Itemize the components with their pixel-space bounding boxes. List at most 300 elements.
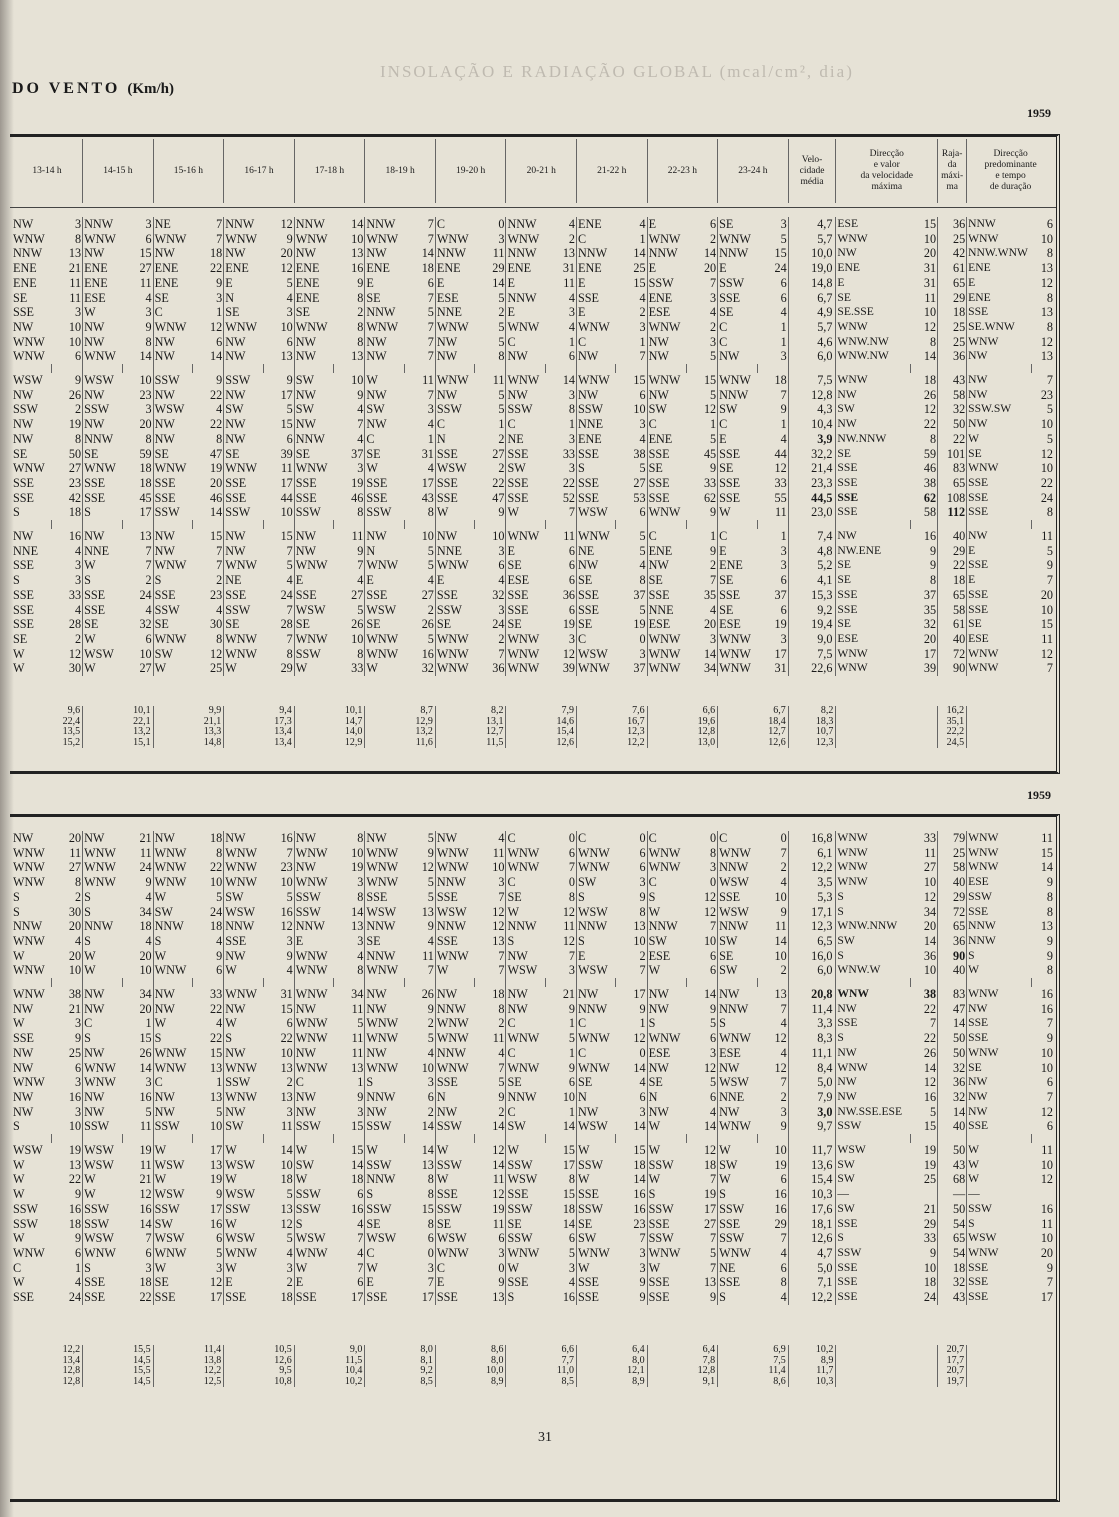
- table-cell: N: [435, 1090, 474, 1105]
- table-row: [12, 1046, 1054, 1061]
- table-cell: NNW: [718, 388, 757, 403]
- table-cell: ENE: [718, 558, 757, 573]
- table-cell: SSE: [647, 447, 686, 462]
- table-cell: W: [577, 1261, 616, 1276]
- table-cell: 18: [139, 1275, 152, 1290]
- table-cell: SE: [718, 461, 757, 476]
- table-cell: NW: [577, 349, 616, 364]
- table-cell: 12: [139, 1187, 152, 1202]
- table-cell: WNW: [506, 860, 545, 875]
- table-cell: 10: [1040, 231, 1053, 246]
- table-cell: WNW: [718, 232, 757, 247]
- table-cell: WSW: [577, 505, 616, 520]
- table-cell: 4: [145, 290, 152, 305]
- table-cell: 18: [703, 1157, 717, 1172]
- table-cell: 12: [703, 904, 717, 919]
- table-cell: 14: [703, 246, 717, 261]
- table-cell: 32: [938, 1275, 967, 1290]
- table-cell: 2: [498, 461, 505, 476]
- table-cell: 13: [1040, 349, 1053, 364]
- table-cell: 3: [74, 573, 82, 588]
- table-cell: 3: [568, 305, 575, 320]
- table-cell: NW: [83, 417, 122, 432]
- table-cell: 12: [923, 889, 937, 904]
- table-row: [12, 890, 1054, 905]
- table-cell: WNW: [365, 632, 404, 647]
- table-cell: [911, 1187, 938, 1202]
- table-row: [12, 461, 1054, 476]
- table-cell: SSW: [718, 1202, 757, 1217]
- table-cell: 37: [633, 661, 646, 676]
- table-cell: 7: [639, 1231, 646, 1246]
- table-cell: SSE: [83, 476, 122, 491]
- table-cell: 6: [145, 631, 152, 646]
- table-cell: WNW: [13, 1075, 45, 1090]
- table-cell: 11: [774, 505, 787, 520]
- table-cell: 13: [280, 349, 293, 364]
- table-cell: ENE: [294, 261, 333, 276]
- table-cell: SSE: [365, 491, 404, 506]
- table-cell: 8: [427, 1172, 434, 1187]
- table-cell: WNW: [294, 232, 333, 247]
- table-cell: 13: [774, 987, 787, 1002]
- table-cell: 9: [930, 558, 937, 573]
- table-cell: 2: [498, 1016, 505, 1031]
- table-cell: SE: [153, 291, 192, 306]
- table-cell: 24: [774, 261, 787, 276]
- table-cell: 9: [780, 904, 787, 919]
- table-cell: E: [577, 305, 616, 320]
- table-cell: 14: [421, 1119, 434, 1134]
- table-cell: SSE: [224, 491, 263, 506]
- table-cell: S: [153, 1031, 192, 1046]
- table-cell: NW: [967, 373, 1031, 388]
- summary-cell: 8,6: [435, 1345, 506, 1356]
- table-cell: WNW.NW: [836, 335, 911, 350]
- table-cell: NW: [153, 529, 192, 544]
- table-cell: S: [153, 573, 192, 588]
- table-cell: 13: [210, 1060, 223, 1075]
- table-cell: NNW: [435, 246, 474, 261]
- summary-cell: 9,1: [647, 1377, 718, 1388]
- table-cell: 31: [280, 987, 293, 1002]
- table-cell: 8: [780, 1275, 787, 1290]
- summary-cell: 12,7: [435, 727, 506, 738]
- table-cell: 10: [139, 646, 152, 661]
- table-cell: SSE: [13, 1031, 35, 1046]
- table-cell: 43: [938, 373, 967, 388]
- table-cell: SSE: [836, 1290, 911, 1305]
- table-cell: 17,6: [788, 1202, 836, 1217]
- table-cell: NW: [13, 387, 34, 402]
- table-cell: 62: [923, 490, 937, 505]
- table-row: [12, 1202, 1054, 1217]
- table-cell: 4: [780, 1016, 787, 1031]
- table-cell: 5: [498, 334, 505, 349]
- table-cell: 7: [145, 543, 152, 558]
- table-cell: NW: [435, 529, 474, 544]
- table-cell: NNW: [506, 919, 545, 934]
- table-cell: SSE: [294, 588, 333, 603]
- table-cell: WSW: [365, 905, 404, 920]
- table-row: [12, 447, 1054, 462]
- table-cell: 12: [774, 1060, 787, 1075]
- table-cell: NW: [506, 987, 545, 1002]
- table-cell: WNW: [83, 875, 122, 890]
- table-cell: 5: [1046, 402, 1053, 417]
- table-cell: 9: [1046, 1260, 1053, 1275]
- summary-cell: 12,9: [294, 738, 365, 749]
- table-cell: SSE: [153, 491, 192, 506]
- summary-cell: 11,6: [365, 738, 436, 749]
- table-cell: WNW: [224, 647, 263, 662]
- summary-cell: 12,3: [577, 727, 648, 738]
- summary-cell: 13,3: [153, 727, 224, 738]
- table-cell: E: [718, 261, 757, 276]
- table-cell: WSW: [718, 875, 757, 890]
- table-cell: SSE: [967, 1261, 1031, 1276]
- table-cell: SE: [365, 934, 404, 949]
- table-cell: 29: [938, 291, 967, 306]
- table-cell: NW: [224, 544, 263, 559]
- table-cell: 4: [568, 290, 575, 305]
- table-cell: 9,0: [788, 632, 836, 647]
- summary-cell: 12,7: [718, 727, 789, 738]
- table-cell: S: [83, 505, 122, 520]
- table-cell: 39: [280, 446, 293, 461]
- summary-cell: 15,4: [506, 727, 577, 738]
- table-cell: S: [83, 890, 122, 905]
- table-cell: S: [83, 573, 122, 588]
- table-cell: 2: [780, 1089, 787, 1104]
- table-cell: SSE: [836, 505, 911, 520]
- table-cell: WNW: [224, 1090, 263, 1105]
- table-cell: 7: [1046, 573, 1053, 588]
- table-cell: 20: [139, 948, 152, 963]
- table-cell: 5: [780, 231, 787, 246]
- table-cell: 36: [938, 1075, 967, 1090]
- table-cell: 15: [923, 217, 937, 231]
- table-cell: 9: [710, 543, 717, 558]
- table-cell: WNW: [647, 860, 686, 875]
- table-cell: SSE: [967, 476, 1031, 491]
- table-cell: 16: [633, 1187, 646, 1202]
- table-cell: W: [153, 1016, 192, 1031]
- table-cell: ENE: [294, 291, 333, 306]
- table-cell: 5,0: [788, 1261, 836, 1276]
- table-cell: 10: [68, 334, 82, 349]
- table-cell: ESE: [836, 217, 911, 232]
- table-cell: WNW: [967, 647, 1031, 662]
- table-cell: S: [365, 1075, 404, 1090]
- table-cell: 17: [633, 987, 646, 1002]
- table-cell: 36: [938, 217, 967, 232]
- table-cell: WNW: [365, 1031, 404, 1046]
- table-cell: WSW: [224, 1187, 263, 1202]
- table-cell: WNW: [506, 632, 545, 647]
- table-cell: NNW: [647, 246, 686, 261]
- summary-cell: 9,0: [294, 1345, 365, 1356]
- summary-cell: 8,2: [435, 706, 506, 717]
- table-cell: 21,4: [788, 461, 836, 476]
- table-row: [12, 1246, 1054, 1261]
- table-cell: 5: [498, 402, 505, 417]
- table-cell: 7: [427, 217, 434, 231]
- table-cell: 65: [938, 919, 967, 934]
- table-cell: 12: [492, 919, 505, 934]
- table-cell: S: [647, 1187, 686, 1202]
- table-cell: 11,4: [788, 1002, 836, 1017]
- table-cell: 16: [139, 1089, 152, 1104]
- table-cell: SW: [836, 934, 911, 949]
- table-cell: NW: [967, 529, 1031, 544]
- table-cell: SSE: [577, 1187, 616, 1202]
- table-cell: 7: [145, 558, 152, 573]
- table-cell: SSE: [967, 558, 1031, 573]
- table-cell: 9: [427, 845, 434, 860]
- table-cell: 11: [351, 1001, 364, 1016]
- table-cell: NW: [647, 1061, 686, 1076]
- table-cell: 20: [68, 919, 82, 934]
- table-cell: 7: [1046, 1089, 1053, 1104]
- table-cell: NW.SSE.ESE: [836, 1105, 911, 1120]
- table-cell: NW: [967, 1090, 1031, 1105]
- table-cell: 20: [280, 246, 293, 261]
- table-cell: ENE: [365, 261, 404, 276]
- table-cell: 30: [68, 661, 82, 676]
- table-cell: E: [224, 276, 263, 291]
- table-cell: NW: [836, 246, 911, 261]
- summary-cell: 11,0: [506, 1366, 577, 1377]
- table-cell: W: [294, 1261, 333, 1276]
- table-cell: 22: [938, 432, 967, 447]
- table-cell: 9: [427, 919, 434, 934]
- table-cell: ESE: [647, 305, 686, 320]
- table-cell: W: [224, 1172, 263, 1187]
- table-cell: 6: [74, 1060, 82, 1075]
- table-cell: SE: [13, 446, 28, 461]
- table-cell: WSW: [83, 1143, 122, 1158]
- table-cell: ENE: [967, 261, 1031, 276]
- table-cell: SW: [836, 1202, 911, 1217]
- table-cell: 13: [351, 349, 364, 364]
- table-cell: SE: [967, 1061, 1031, 1076]
- table-cell: S: [13, 573, 20, 588]
- table-cell: NW: [83, 987, 122, 1002]
- table-cell: NW: [647, 349, 686, 364]
- table-cell: 18: [280, 1290, 293, 1305]
- table-cell: 11: [492, 845, 505, 860]
- table-cell: 18: [351, 1172, 364, 1187]
- table-cell: 15: [633, 1143, 646, 1158]
- summary-cell: 13,4: [62, 1354, 81, 1366]
- table-cell: 13: [210, 1089, 223, 1104]
- table-cell: 4,1: [788, 573, 836, 588]
- table-cell: 4: [639, 217, 646, 231]
- table-cell: WNW: [294, 1061, 333, 1076]
- table-cell: WSW: [577, 905, 616, 920]
- summary-cell: 10,0: [435, 1366, 506, 1377]
- table-cell: SE: [506, 890, 545, 905]
- table-cell: NW: [647, 1105, 686, 1120]
- table-cell: 34: [139, 987, 152, 1002]
- table-cell: SW: [506, 461, 545, 476]
- table-cell: WNW: [153, 558, 192, 573]
- table-cell: 11: [492, 246, 505, 261]
- summary-cell: 10,2: [294, 1377, 365, 1388]
- table-row: [12, 1119, 1054, 1134]
- table-cell: WNW: [153, 1046, 192, 1061]
- table-cell: 9: [145, 319, 152, 334]
- table-cell: NW: [365, 417, 404, 432]
- table-cell: NW: [365, 529, 404, 544]
- table-cell: 18,1: [788, 1217, 836, 1232]
- table-cell: W: [718, 505, 757, 520]
- table-cell: SSE: [836, 1217, 911, 1232]
- summary-cell: [836, 1345, 938, 1356]
- table-cell: 47: [492, 490, 505, 505]
- table-cell: 5: [286, 402, 293, 417]
- table-cell: 46: [351, 490, 364, 505]
- table-cell: NNW: [294, 432, 333, 447]
- table-cell: 31: [562, 261, 575, 276]
- table-cell: 16: [351, 1201, 364, 1216]
- table-cell: 54: [938, 1246, 967, 1261]
- table-cell: 8: [930, 573, 937, 588]
- table-cell: SSW: [435, 402, 474, 417]
- table-cell: WNW: [365, 860, 404, 875]
- table-cell: SW: [836, 402, 911, 417]
- table-cell: NW: [294, 349, 333, 364]
- table-cell: SSW: [294, 1119, 333, 1134]
- table-cell: SE: [836, 617, 911, 632]
- table-cell: 3: [216, 1260, 223, 1275]
- table-cell: NW: [365, 349, 404, 364]
- table-cell: NW: [836, 1090, 911, 1105]
- header-hour-23: 23-24 h: [718, 139, 789, 203]
- table-cell: SSE: [83, 588, 122, 603]
- table-cell: SSW: [647, 276, 686, 291]
- table-cell: 15: [210, 529, 223, 544]
- table-cell: 6: [568, 1075, 575, 1090]
- summary-cell: 14,5: [83, 1356, 154, 1367]
- table-cell: 39: [923, 661, 937, 676]
- table-cell: WNW: [577, 1031, 616, 1046]
- table-cell: WNW: [836, 875, 911, 890]
- table-cell: NW: [967, 349, 1031, 364]
- table-cell: 24: [139, 860, 152, 875]
- table-cell: 21: [68, 1001, 82, 1016]
- table-cell: 5,7: [788, 320, 836, 335]
- table-cell: S: [836, 1031, 911, 1046]
- table-cell: SSW: [224, 603, 263, 618]
- table-cell: NW: [294, 335, 333, 350]
- table-cell: 108: [938, 491, 967, 506]
- table-cell: SSW: [577, 1158, 616, 1173]
- table-cell: 40: [938, 529, 967, 544]
- table-cell: 27: [68, 461, 82, 476]
- table-cell: SE: [506, 617, 545, 632]
- table-cell: SSW: [83, 1202, 122, 1217]
- table-cell: 4: [639, 1075, 646, 1090]
- summary-cell: 20,7: [938, 1345, 967, 1356]
- table-cell: W: [83, 1172, 122, 1187]
- table-cell: 6: [286, 431, 293, 446]
- table-cell: WNW: [967, 831, 1031, 846]
- table-cell: W: [967, 1158, 1031, 1173]
- table-cell: 10: [351, 631, 364, 646]
- table-row: [12, 1187, 1054, 1202]
- table-cell: SE: [836, 447, 911, 462]
- table-cell: WNW: [506, 1061, 545, 1076]
- table-cell: SSW: [435, 1158, 474, 1173]
- table-cell: 7: [427, 963, 434, 978]
- table-cell: 4: [357, 1245, 364, 1260]
- table-cell: 12: [633, 1031, 646, 1046]
- summary-cell: 8,7: [365, 706, 436, 717]
- table-cell: 9: [427, 1001, 434, 1016]
- table-cell: 10: [68, 319, 82, 334]
- table-cell: WNW: [577, 373, 616, 388]
- table-cell: 3: [286, 933, 293, 948]
- table-cell: 65: [938, 1231, 967, 1246]
- summary-cell: 13,4: [224, 727, 295, 738]
- table-cell: 3: [568, 631, 575, 646]
- table-cell: 45: [703, 446, 717, 461]
- table-cell: W: [13, 1172, 25, 1187]
- table-cell: 8,4: [788, 1061, 836, 1076]
- table-cell: ESE: [967, 632, 1031, 647]
- table-cell: 3: [780, 1104, 787, 1119]
- table-cell: WNW: [224, 875, 263, 890]
- table-cell: C: [506, 1016, 545, 1031]
- table-cell: C: [647, 875, 686, 890]
- table-cell: WNW: [967, 232, 1031, 247]
- table-cell: WNW: [836, 987, 911, 1002]
- table-cell: W: [647, 1261, 686, 1276]
- table-cell: 5: [216, 889, 223, 904]
- table-cell: ENE: [647, 432, 686, 447]
- table-cell: 0: [498, 217, 505, 231]
- table-cell: 10: [139, 373, 152, 388]
- table-cell: SW: [294, 1158, 333, 1173]
- table-cell: 4: [216, 602, 223, 617]
- table-cell: NW: [365, 246, 404, 261]
- table-cell: WNW: [153, 875, 192, 890]
- header-speed: Velo- cidade média: [788, 139, 836, 203]
- table-cell: 12: [703, 889, 717, 904]
- table-cell: 12: [923, 402, 937, 417]
- table-cell: 2: [498, 1104, 505, 1119]
- table-cell: 7: [498, 889, 505, 904]
- table-cell: 17: [923, 646, 937, 661]
- table-cell: 14: [492, 275, 505, 290]
- table-cell: ESE: [83, 291, 122, 306]
- table-cell: NW: [13, 529, 34, 544]
- table-cell: 8: [427, 1216, 434, 1231]
- table-cell: 19: [351, 860, 364, 875]
- table-cell: 16: [1040, 987, 1053, 1002]
- table-cell: 14: [633, 1060, 646, 1075]
- table-cell: SW: [294, 402, 333, 417]
- table-cell: C: [13, 1260, 22, 1275]
- table-cell: NNW: [435, 875, 474, 890]
- table-cell: NW: [13, 217, 34, 231]
- table-cell: 9: [357, 275, 364, 290]
- table-cell: 7: [780, 387, 787, 402]
- table-cell: NNW: [83, 919, 122, 934]
- summary-cell: 8,0: [577, 1356, 648, 1367]
